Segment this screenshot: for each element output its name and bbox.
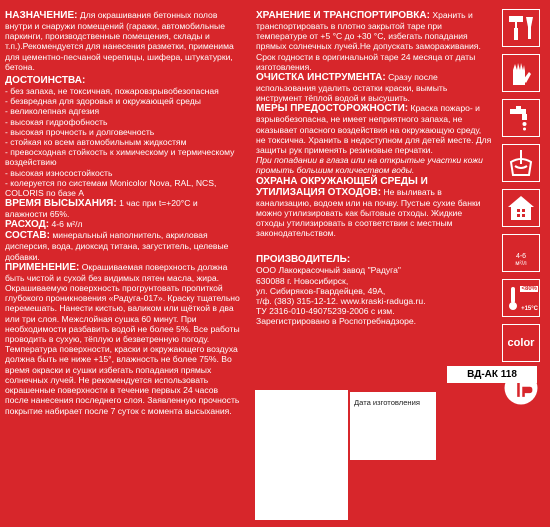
- icon-sidebar: [502, 9, 542, 407]
- advantage-item: - безвредная для здоровья и окружающей среды: [5, 96, 201, 107]
- safety-heading: МЕРЫ ПРЕДОСТОРОЖНОСТИ:: [256, 103, 409, 115]
- coverage-unit: м²/л: [515, 261, 527, 267]
- application-text: Окрашиваемая поверхность должна быть чистой и сухой без видимых пятен масла, жира. Окрашиваемую поверхность прогрунтовать пропиткой глубокого проникновения «Радуга-017». Краску тщательно перемешать. Нанести кистью, валиком или щёткой в два или три слоя. Межслойная сушка 60 минут. При необходимости разбавить водой не более 5%. Все работы проводить в сухую, тёплую и безветренную погоду. Температура поверхности, краски и окружающего воздуха должна быть не ниже +15°, влажность не более 75%. Во время окраски и сушки избегать попадания прямых солнечных лучей. Не рекомендуется использовать окрашенные поверхности в течение первых 24 часов после нанесения последнего слоя. Заявленную прочность покрытие набирает после 7 суток с момента высыхания.: [5, 261, 240, 416]
- coverage-icon: [502, 234, 540, 272]
- advantages-list: [5, 86, 241, 198]
- cleaning-heading: ОЧИСТКА ИНСТРУМЕНТА:: [256, 72, 386, 84]
- consumption-heading: РАСХОД:: [5, 219, 50, 231]
- color-label: color: [507, 337, 535, 349]
- environment-paragraph: [256, 176, 492, 239]
- advantage-item: - колеруется по системам Monicolor Nova, RAL, NCS, COLORIS по базе А: [5, 177, 217, 199]
- faucet-water-icon: [502, 99, 540, 137]
- purpose-text: Для окрашивания бетонных полов внутри и снаружи помещений (гаражи, автомобильные паркинги, производственные помещения, склады и т.п.).Рекомендуется для нанесения разметки, применима для цементно-песчаной черепицы, шифера, штукатурки, бетона.: [5, 10, 234, 72]
- advantage-item: - превосходная стойкость к химическому и термическому воздействию: [5, 147, 235, 168]
- producer-line: ООО Лакокрасочный завод "Радуга": [256, 265, 401, 276]
- product-code: ВД-АК 118: [447, 366, 537, 383]
- drying-heading: ВРЕМЯ ВЫСЫХАНИЯ:: [5, 198, 117, 210]
- storage-text: Хранить и транспортировать в плотно закрытой таре при температуре от +5 °С до +30 °С, избегать попадания прямых солнечных лучей.Не допускать замораживания. Срок годности в оригинальной таре 24 месяца от даты изготовления.: [256, 10, 481, 72]
- drying-paragraph: [5, 198, 241, 219]
- producer-line: ТУ 2316-010-49075239-2006 с изм.: [256, 306, 395, 317]
- manufacture-date-box: [350, 392, 436, 460]
- storage-heading: ХРАНЕНИЕ И ТРАНСПОРТИРОВКА:: [256, 10, 430, 21]
- producer-line: 630088 г. Новосибирск,: [256, 275, 349, 286]
- composition-paragraph: [5, 230, 241, 261]
- drying-text: 1 час при t=+20°С и влажности 65%.: [5, 198, 198, 220]
- producer-line: Зарегистрировано в Роспотребнадзоре.: [256, 316, 417, 327]
- middle-column: [256, 10, 492, 327]
- safety-text: Краска пожаро- и взрывобезопасна, не имеет неприятного запаха, не оказывает опасного воздействия на окружающую среду, не токсична. Хранить в недоступном для детей месте. Для защиты рук применять резиновые перчатки.: [256, 103, 492, 156]
- application-paragraph: [5, 262, 241, 416]
- manufacture-date-label: Дата изготовления: [354, 398, 420, 407]
- purpose-heading: НАЗНАЧЕНИЕ:: [5, 10, 78, 21]
- environment-heading: ОХРАНА ОКРУЖАЮЩЕЙ СРЕДЫ И УТИЛИЗАЦИЯ ОТХОДОВ:: [256, 175, 428, 198]
- purpose-paragraph: [5, 10, 241, 72]
- coverage-value: 4-6: [515, 253, 527, 260]
- house-icon: [502, 189, 540, 227]
- composition-text: минеральный наполнитель, акриловая дисперсия, вода, диоксид титана, загуститель, целевые добавки.: [5, 230, 229, 262]
- humidity-label: <80%: [521, 286, 537, 292]
- mixing-icon: [502, 144, 540, 182]
- advantage-item: - без запаха, не токсичная, пожаровзрывобезопасная: [5, 86, 219, 97]
- advantages-heading: ДОСТОИНСТВА:: [5, 75, 86, 87]
- producer-line: ул. Сибиряков-Гвардейцев, 49А,: [256, 285, 386, 296]
- consumption-text: 4-6 м²/л: [49, 219, 83, 230]
- application-heading: ПРИМЕНЕНИЕ:: [5, 261, 80, 273]
- brush-roller-icon: [502, 9, 540, 47]
- advantage-item: - великолепная адгезия: [5, 106, 100, 117]
- cleaning-text: Сразу после использования удалить остатки краски, вымыть инструмент тёплой водой и высушить.: [256, 72, 448, 104]
- advantage-item: - высокая прочность и долговечность: [5, 126, 155, 137]
- storage-paragraph: [256, 10, 492, 72]
- color-badge: [502, 324, 540, 362]
- producer-line: т/ф. (383) 315-12-12. www.kraski-raduga.ru.: [256, 296, 426, 307]
- advantage-item: - стойкая ко всем автомобильным жидкостям: [5, 137, 187, 148]
- safety-italic: При попадании в глаза или на открытые участки кожи промыть большим количеством воды.: [256, 155, 483, 176]
- producer-list: [256, 265, 492, 326]
- environment-text: Не выливать в канализацию, водоем или на почву. Пустые сухие банки можно утилизировать как бытовые отходы. Жидкие отходы утилизировать в соответствии с местным законодательством.: [256, 186, 481, 239]
- barcode-area: [255, 390, 348, 520]
- cleaning-paragraph: [256, 72, 492, 103]
- temperature-label: +15°C: [521, 306, 538, 312]
- producer-heading: ПРОИЗВОДИТЕЛЬ:: [256, 254, 351, 266]
- safety-paragraph: [256, 103, 492, 155]
- composition-heading: СОСТАВ:: [5, 230, 50, 242]
- thermometer-icon: [502, 279, 540, 317]
- advantage-item: - высокая гидрофобность: [5, 116, 108, 127]
- consumption-paragraph: [5, 219, 241, 230]
- advantage-item: - высокая износостойкость: [5, 167, 113, 178]
- left-column: [5, 10, 241, 416]
- gloves-icon: [502, 54, 540, 92]
